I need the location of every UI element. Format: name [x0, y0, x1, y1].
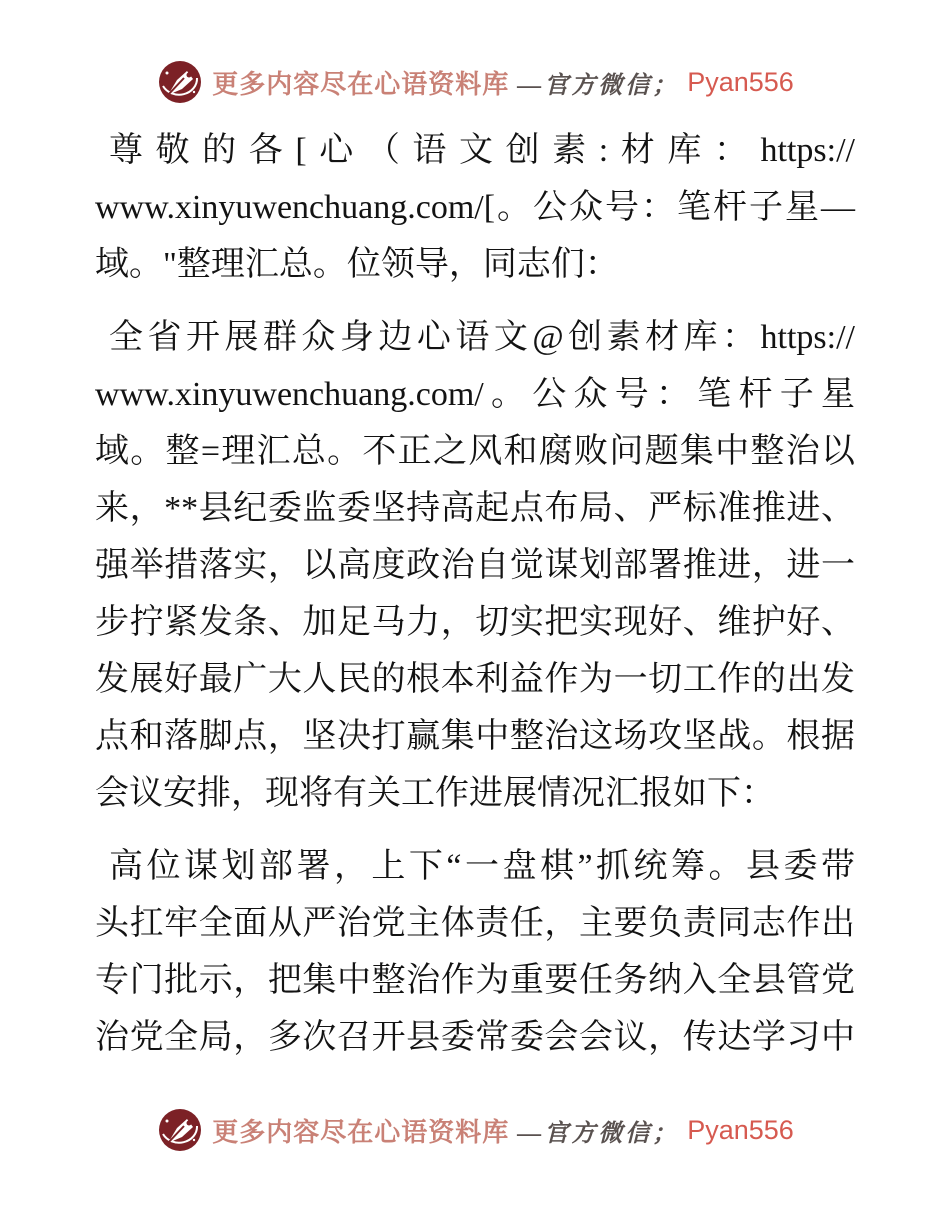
- pen-logo-icon: [156, 1106, 204, 1154]
- pen-logo-icon: [156, 58, 204, 106]
- paragraph-greeting: [95, 122, 855, 293]
- text-line: www.xinyuwenchuang.com/[。公众号：笔杆子星—: [95, 189, 855, 226]
- text-line: 高位谋划部署，上下“一盘棋”抓统筹。县委带: [109, 848, 855, 885]
- text-line: 来，**县纪委监委坚持高起点布局、严标准推进、: [95, 490, 855, 527]
- text-line: 域。整=理汇总。不正之风和腐败问题集中整治以: [95, 433, 855, 470]
- text-line: 全省开展群众身边心语文@创素材库：https://: [109, 319, 855, 356]
- text-line: www.xinyuwenchuang.com/。公众号：笔杆子星: [95, 376, 855, 413]
- document-body: [95, 122, 855, 1082]
- paragraph-section-1: [95, 838, 855, 1066]
- brand-text: 更多内容尽在心语资料库: [212, 1116, 510, 1147]
- text-line: 专门批示，把集中整治作为重要任务纳入全县管党: [95, 962, 855, 999]
- footer-watermark: [0, 1106, 950, 1154]
- text-line: 尊敬的各[心（语文创素:材库：https://: [109, 132, 855, 169]
- text-line: 步拧紧发条、加足马力，切实把实现好、维护好、: [95, 604, 855, 641]
- text-line: 发展好最广大人民的根本利益作为一切工作的出发: [95, 661, 855, 698]
- wechat-id: Pyan556: [687, 66, 794, 97]
- header-watermark: [0, 58, 950, 106]
- text-line: 会议安排，现将有关工作进展情况汇报如下：: [95, 775, 775, 812]
- brand-text: 更多内容尽在心语资料库: [212, 68, 510, 99]
- text-line: 点和落脚点，坚决打赢集中整治这场攻坚战。根据: [95, 718, 855, 755]
- paragraph-intro: [95, 309, 855, 822]
- wechat-id: Pyan556: [687, 1114, 794, 1145]
- wechat-label: —官方微信；: [517, 72, 680, 99]
- text-line: 治党全局，多次召开县委常委会会议，传达学习中: [95, 1019, 855, 1056]
- wechat-label: —官方微信；: [517, 1120, 680, 1147]
- text-line: 强举措落实，以高度政治自觉谋划部署推进，进一: [95, 547, 855, 584]
- text-line: 域。"整理汇总。位领导，同志们：: [95, 246, 619, 283]
- text-line: 头扛牢全面从严治党主体责任，主要负责同志作出: [95, 905, 855, 942]
